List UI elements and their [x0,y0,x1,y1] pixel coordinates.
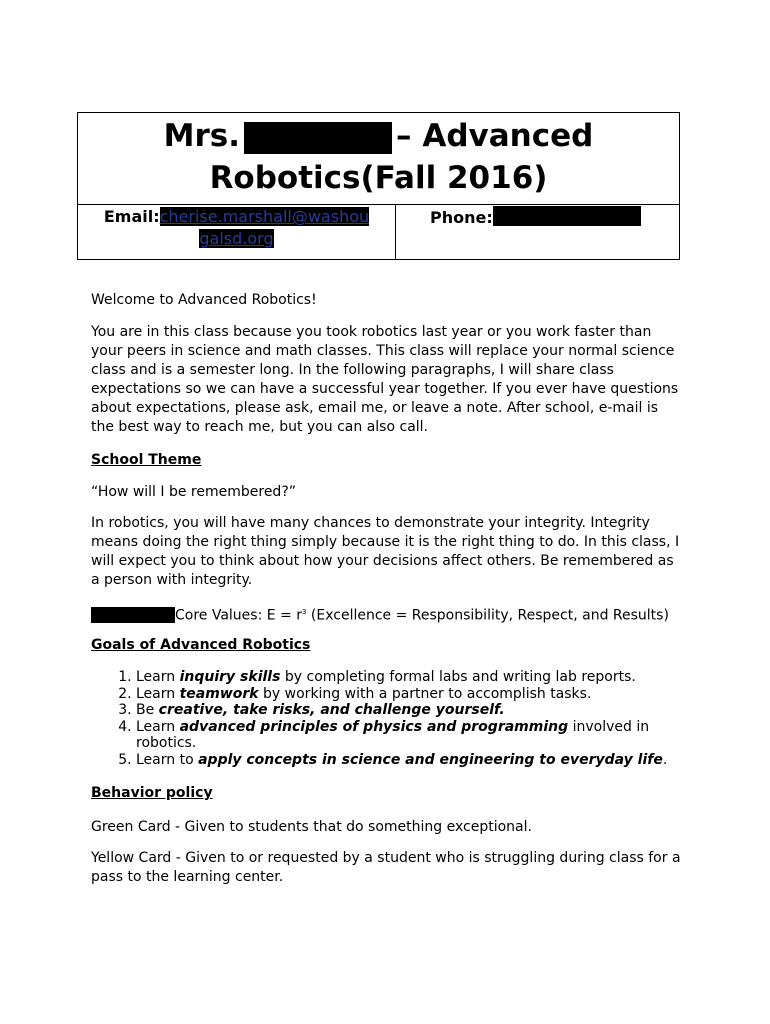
behavior-heading: Behavior policy [91,785,213,801]
page-title [78,113,679,205]
title-prefix: Mrs. [163,118,241,154]
core-values-line [91,603,683,626]
goals-list [91,669,683,768]
title-line2: Robotics(Fall 2016) [209,160,548,196]
goals-heading: Goals of Advanced Robotics [91,637,311,653]
list-item: 5. Learn to apply concepts in science and engineering to everyday life. [136,752,683,769]
core-values-prefix: Core Values: E = r [175,607,302,624]
list-item: 4. Learn advanced principles of physics and programming involved in robotics. [136,719,683,752]
theme-quote: “How will I be remembered?” [91,484,296,500]
intro-paragraph: You are in this class because you took robotics last year or you work faster than your peers in science and math classes. This class will replace your normal science class and is a semester long. In the following paragraphs, I will share class expectations so we can have a successful year together. If you ever have questions about expectations, please ask, email me, or leave a note. After school, e-mail is the best way to reach me, but you can also call. [91,324,679,435]
school-theme-heading: School Theme [91,452,202,468]
list-item: 3. Be creative, take risks, and challenge yourself. [136,702,683,719]
list-item: 2. Learn teamwork by working with a partner to accomplish tasks. [136,686,683,703]
core-values-suffix: (Excellence = Responsibility, Respect, and Results) [306,607,669,624]
yellow-card-text: Yellow Card - Given to or requested by a student who is struggling during class for a pass to the learning center. [91,850,681,885]
welcome-text: Welcome to Advanced Robotics! [91,292,317,308]
phone-label: Phone: [430,208,493,227]
title-suffix: – Advanced [396,118,594,154]
header-table [77,112,680,260]
redacted-name [244,122,392,154]
email-link[interactable]: cherise.marshall@washou galsd.org [159,207,370,248]
email-label: Email: [103,207,160,226]
list-item: 1. Learn inquiry skills by completing formal labs and writing lab reports. [136,669,683,686]
email-cell [78,205,396,260]
core-values-exponent: 3 [302,608,307,616]
phone-cell [396,205,679,261]
redacted-phone [493,206,641,226]
green-card-text: Green Card - Given to students that do something exceptional. [91,819,532,835]
theme-paragraph: In robotics, you will have many chances to demonstrate your integrity. Integrity means doing the right thing simply because it is the right thing to do. In this class, I will expect you to think about how your decisions affect others. Be remembered as a person with integrity. [91,515,680,588]
contact-row [78,205,679,261]
redacted-school [91,607,175,623]
goals-list-wrap [91,669,683,768]
